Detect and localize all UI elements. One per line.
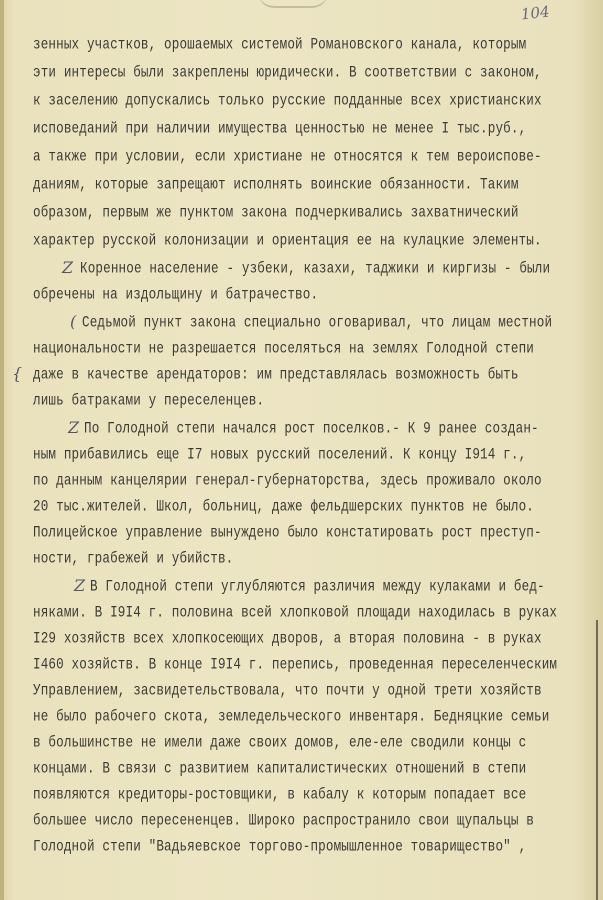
text-line: в большинстве не имели даже своих домов, еле-еле сводили концы с — [33, 734, 527, 752]
text-line: няками. В I9I4 г. половина всей хлопковой площади находилась в руках — [33, 604, 558, 622]
text-line: а также при условии, если христиане не относятся к тем вероиспове- — [33, 148, 542, 166]
text-line: ным прибавились еще I7 новых русский поселений. К концу I914 г., — [33, 446, 527, 464]
text-line: По Голодной степи начался рост поселков.- К 9 ранее создан- — [84, 420, 539, 438]
handwritten-page-number: 104 — [520, 2, 551, 24]
page-right-edge — [596, 620, 598, 900]
text-line: по данным канцелярии генерал-губернаторства, здесь проживало около — [33, 472, 542, 490]
text-line: даже в качестве арендаторов: им представлялась возможность быть — [33, 366, 519, 384]
paragraph-mark-icon: Z — [68, 418, 80, 437]
text-line: лишь батраками у переселенцев. — [33, 392, 265, 410]
text-line: зенных участков, орошаемых системой Романовского канала, которым — [33, 36, 527, 54]
text-line: образом, первым же пунктом закона подчеркивались захватнический — [33, 204, 519, 222]
text-line: появляются кредиторы-ростовщики, в кабалу к которым попадает все — [33, 786, 527, 804]
text-line: обречены на издольщину и батрачество. — [33, 286, 319, 304]
text-line: ности, грабежей и убийств. — [33, 550, 234, 568]
text-line: характер русской колонизации и ориентация ее на кулацкие элементы. — [33, 232, 542, 250]
paragraph-mark-icon: Z — [74, 576, 86, 595]
text-line: Седьмой пункт закона специально оговаривал, что лицам местной — [82, 314, 553, 332]
page-left-edge — [0, 0, 4, 900]
bracket-mark-icon: ( — [70, 312, 77, 331]
text-line: эти интересы были закреплены юридически. В соответствии с законом, — [33, 64, 542, 82]
text-line: I29 хозяйств всех хлопкосеющих дворов, а вторая половина - в руках — [33, 630, 542, 648]
text-line: концами. В связи с развитием капиталистических отношений в степи — [33, 760, 527, 778]
text-line: большее число пересененцев. Широко распространило свои щупальцы в — [33, 812, 534, 830]
text-line: к заселению допускались только русские подданные всех христианских — [33, 92, 542, 110]
text-line: Голодной степи "Вадьяевское торгово-промышленное товарищество" , — [33, 838, 527, 856]
text-line: I460 хозяйств. В конце I9I4 г. перепись, проведенная переселенческим — [33, 656, 558, 674]
brace-mark-icon: { — [12, 364, 23, 383]
text-line: 20 тыс.жителей. Школ, больниц, даже фельдшерских пунктов не было. — [33, 498, 534, 516]
text-line: национальности не разрешается поселяться на землях Голодной степи — [33, 340, 534, 358]
text-line: Полицейское управление вынуждено было констатировать рост преступ- — [33, 524, 542, 542]
paragraph-mark-icon: Z — [62, 258, 74, 277]
text-line: В Голодной степи углубляются различия между кулаками и бед- — [90, 578, 545, 596]
text-line: Управлением, засвидетельствовала, что почти у одной трети хозяйств — [33, 682, 542, 700]
text-line: не было рабочего скота, земледельческого инвентаря. Бедняцкие семьи — [33, 708, 550, 726]
stamp-fragment — [258, 0, 328, 8]
text-line: исповеданий при наличии имущества ценностью не менее I тыс.руб., — [33, 120, 527, 138]
text-line: даниям, которые запрещают исполнять воинские обязанности. Таким — [33, 176, 519, 194]
text-line: Коренное население - узбеки, казахи, таджики и киргизы - были — [80, 260, 551, 278]
